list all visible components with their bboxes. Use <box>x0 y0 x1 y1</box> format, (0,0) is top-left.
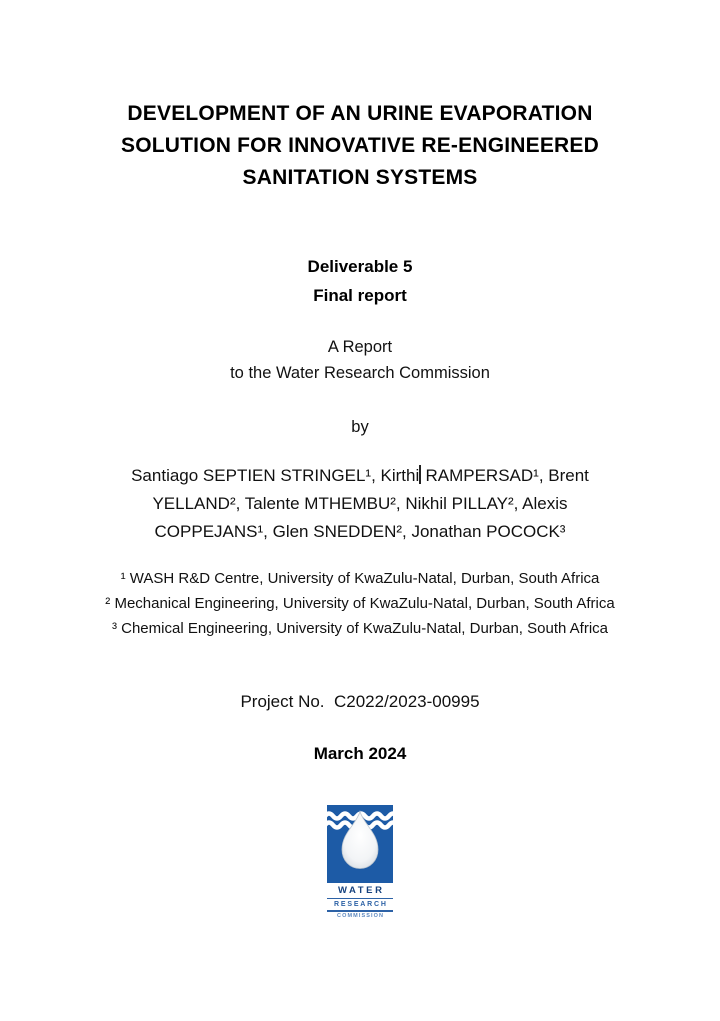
report-title <box>0 98 720 194</box>
logo-word-research: RESEARCH <box>334 900 388 908</box>
authors-line-1 <box>0 462 720 490</box>
deliverable-heading: Deliverable 5 <box>307 257 413 276</box>
report-title-line-3: SANITATION SYSTEMS <box>242 166 478 189</box>
affiliation-1: ¹ WASH R&D Centre, University of KwaZulu-Natal, Durban, South Africa <box>120 570 600 587</box>
water-drop-waves-icon <box>327 805 393 883</box>
authors-paragraph <box>0 462 720 546</box>
logo-divider-1 <box>327 898 393 900</box>
authors-line-1-after-caret: RAMPERSAD¹, Brent <box>420 466 589 485</box>
report-note-line-2: to the Water Research Commission <box>230 364 490 382</box>
authors-line-1-before-caret: Santiago SEPTIEN STRINGEL¹, Kirthi <box>131 466 420 485</box>
deliverable-subheading: Final report <box>313 286 407 305</box>
wrc-logo <box>327 805 393 920</box>
affiliation-3: ³ Chemical Engineering, University of KwaZulu-Natal, Durban, South Africa <box>111 620 609 637</box>
report-title-line-1: DEVELOPMENT OF AN URINE EVAPORATION <box>127 102 593 125</box>
byline: by <box>351 418 369 436</box>
report-date: March 2024 <box>313 744 407 763</box>
project-number: Project No. C2022/2023-00995 <box>240 692 480 711</box>
affiliations <box>0 566 720 641</box>
report-note <box>0 334 720 386</box>
authors-line-2: YELLAND², Talente MTHEMBU², Nikhil PILLAY², Alexis <box>152 494 568 513</box>
logo-word-water: WATER <box>337 885 385 896</box>
report-title-line-2: SOLUTION FOR INNOVATIVE RE-ENGINEERED <box>121 134 599 157</box>
report-note-line-1: A Report <box>327 338 393 356</box>
logo-divider-2 <box>327 910 393 912</box>
logo-word-commission: COMMISSION <box>337 913 385 919</box>
authors-line-3: COPPEJANS¹, Glen SNEDDEN², Jonathan POCOCK³ <box>154 522 566 541</box>
affiliation-2: ² Mechanical Engineering, University of KwaZulu-Natal, Durban, South Africa <box>105 595 615 612</box>
deliverable-block <box>0 252 720 310</box>
